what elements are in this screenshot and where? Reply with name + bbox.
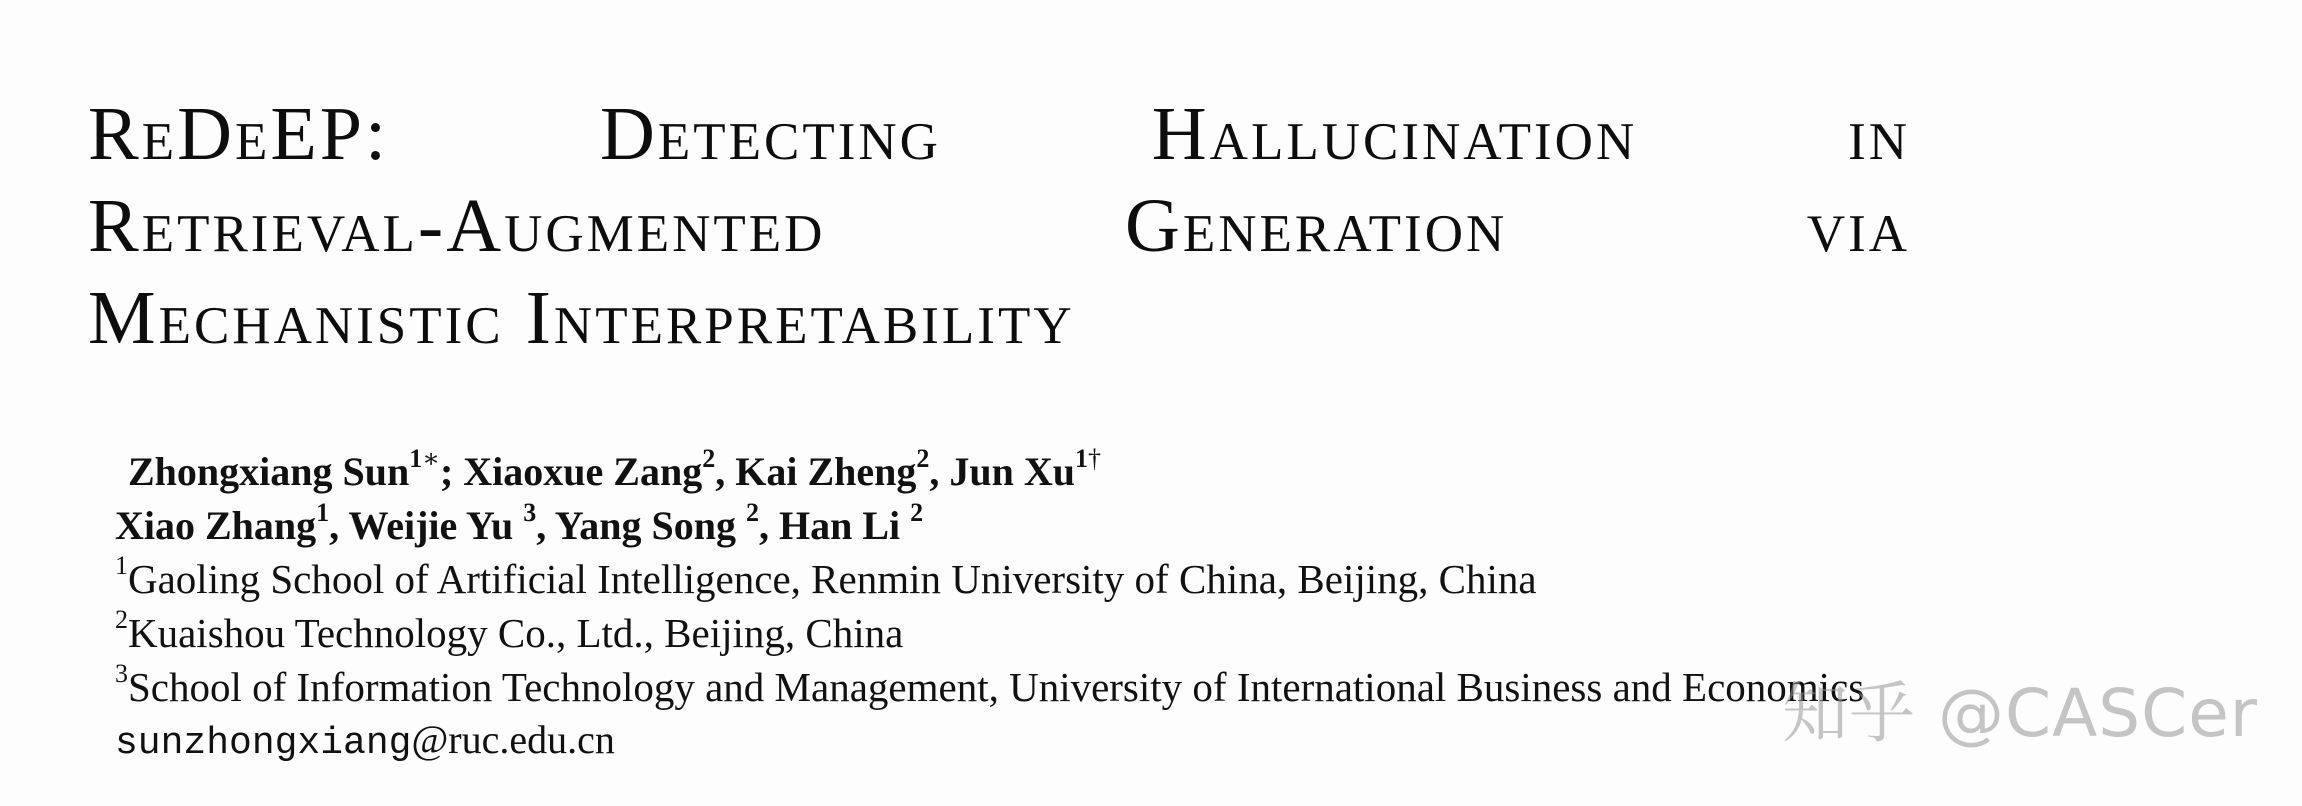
email-user: sunzhongxiang: [115, 722, 412, 765]
title-word: Hallucination: [1151, 92, 1638, 176]
author-affiliation-marker: 1: [409, 443, 423, 473]
author-separator: ,: [329, 503, 340, 548]
corresponding-mark: †: [1088, 443, 1101, 473]
author-separator: ;: [439, 449, 454, 494]
zhihu-watermark: 知乎 @CASCer: [1782, 675, 2258, 752]
author-name: Xiaoxue Zang: [463, 449, 703, 494]
title-word: in: [1848, 92, 1911, 176]
title-word: via: [1806, 184, 1911, 268]
affiliation-marker: 1: [115, 551, 128, 581]
author-separator: ,: [536, 503, 547, 548]
author-name: Xiao Zhang: [115, 503, 317, 548]
title-word: Detecting: [600, 92, 941, 176]
author-affiliation-marker: 2: [910, 497, 924, 527]
author-list-line-2: [115, 497, 924, 550]
author-separator: ,: [929, 449, 940, 494]
affiliation-text: Kuaishou Technology Co., Ltd., Beijing, China: [128, 610, 904, 656]
affiliation-1: [115, 551, 1537, 603]
author-name: Weijie Yu: [348, 503, 514, 548]
author-affiliation-marker: 2: [746, 497, 759, 527]
email-domain: @ruc.edu.cn: [411, 717, 615, 762]
corresponding-mark: ∗: [422, 443, 440, 473]
title-line-3: [88, 276, 1910, 360]
author-name: Han Li: [779, 503, 901, 548]
author-separator: ,: [759, 503, 769, 548]
affiliation-2: [115, 605, 904, 657]
affiliation-marker: 3: [115, 659, 128, 689]
affiliation-text: School of Information Technology and Management, University of International Business and Economics: [128, 664, 1865, 710]
affiliation-text: Gaoling School of Artificial Intelligence, Renmin University of China, Beijing, China: [128, 556, 1537, 602]
contact-email[interactable]: [115, 716, 615, 768]
author-affiliation-marker: 1: [316, 497, 330, 527]
author-affiliation-marker: 2: [702, 443, 716, 473]
author-affiliation-marker: 2: [916, 443, 930, 473]
title-word: Mechanistic Interpretability: [88, 276, 1075, 360]
title-line-2: [88, 184, 1911, 268]
author-list-line-1: [128, 443, 1101, 496]
author-separator: ,: [715, 449, 726, 494]
author-name: Yang Song: [554, 503, 736, 548]
title-word: ReDeEP:: [88, 92, 390, 176]
title-word: Generation: [1125, 184, 1508, 268]
author-name: Kai Zheng: [735, 449, 917, 494]
author-name: Jun Xu: [949, 449, 1075, 494]
author-affiliation-marker: 3: [523, 497, 537, 527]
author-affiliation-marker: 1: [1075, 443, 1088, 473]
affiliation-marker: 2: [115, 605, 128, 635]
title-word: Retrieval-Augmented: [88, 184, 826, 268]
affiliation-3: [115, 659, 1865, 711]
author-name: Zhongxiang Sun: [128, 449, 410, 494]
title-line-1: [88, 92, 1911, 176]
